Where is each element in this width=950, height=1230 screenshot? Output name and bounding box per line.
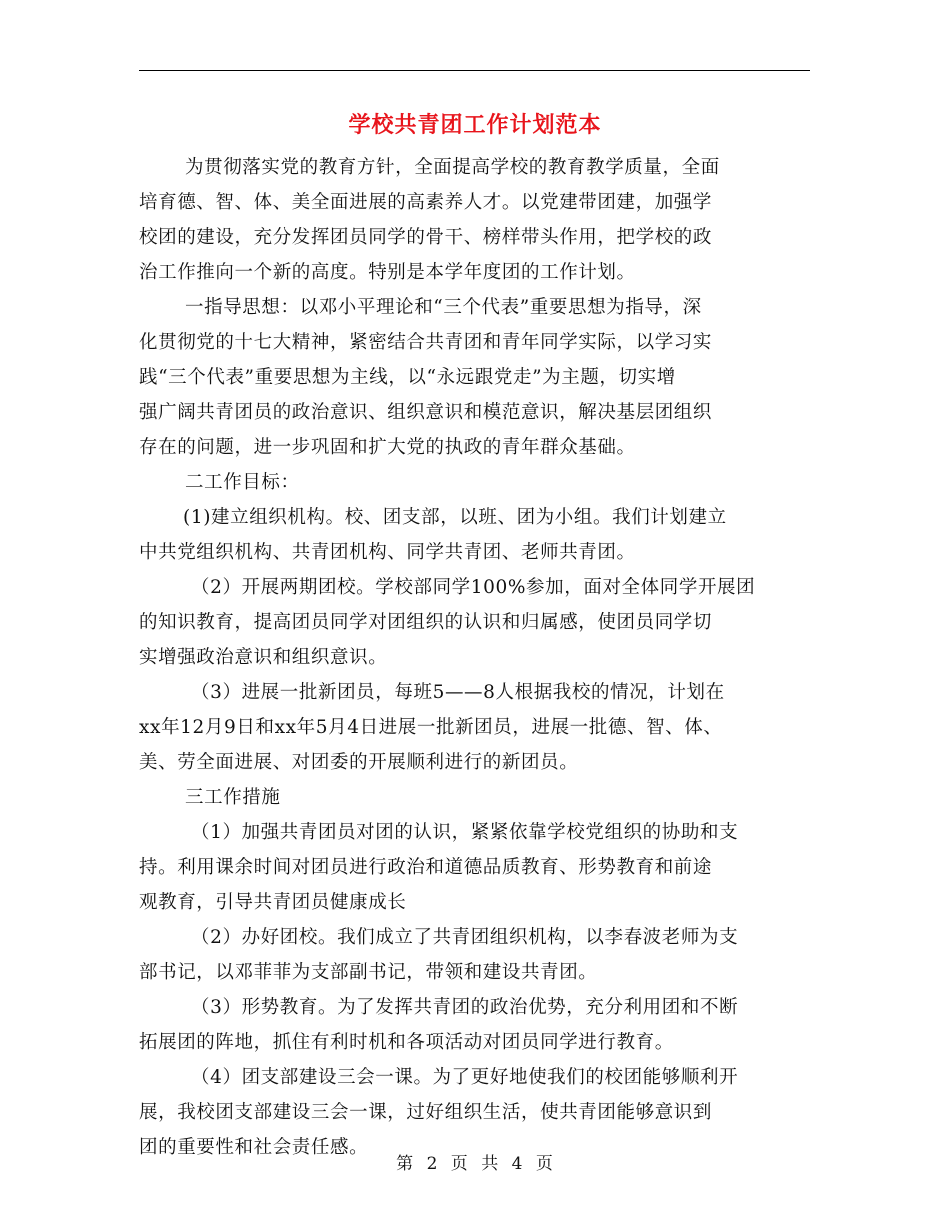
list-item-line: (1)建立组织机构。校、团支部，以班、团为小组。我们计划建立	[183, 507, 727, 528]
paragraph-line: 展，我校团支部建设三会一课，过好组织生活，使共青团能够意识到	[139, 1102, 713, 1123]
list-item-line: （2）开展两期团校。学校部同学100%参加，面对全体同学开展团	[191, 577, 756, 598]
paragraph-line: 存在的问题，进一步巩固和扩大党的执政的青年群众基础。	[139, 437, 636, 458]
document-body	[139, 150, 819, 1165]
section-heading-line: 三工作措施	[185, 787, 281, 808]
paragraph-line: xx年12月9日和xx年5月4日进展一批新团员，进展一批德、智、体、	[139, 717, 723, 738]
page-number-footer: 第 2 页 共 4 页	[396, 1154, 554, 1174]
paragraph-line: 强广阔共青团员的政治意识、组织意识和模范意识，解决基层团组织	[139, 402, 713, 423]
header-rule	[139, 70, 810, 71]
paragraph-line: 中共党组织机构、共青团机构、同学共青团、老师共青团。	[139, 542, 636, 563]
list-item-line: （3）形势教育。为了发挥共青团的政治优势，充分利用团和不断	[191, 997, 739, 1018]
paragraph-line: 持。利用课余时间对团员进行政治和道德品质教育、形势教育和前途	[139, 857, 713, 878]
paragraph-line: 践“三个代表”重要思想为主线，以“永远跟党走”为主题，切实增	[139, 367, 676, 388]
section-heading-line: 二工作目标：	[185, 472, 300, 493]
paragraph-line: 的知识教育，提高团员同学对团组织的认识和归属感，使团员同学切	[139, 612, 713, 633]
paragraph-line: 校团的建设，充分发挥团员同学的骨干、榜样带头作用，把学校的政	[139, 227, 713, 248]
paragraph-line: 治工作推向一个新的高度。特别是本学年度团的工作计划。	[139, 262, 636, 283]
paragraph-line: 美、劳全面进展、对团委的开展顺利进行的新团员。	[139, 752, 579, 773]
paragraph-line: 观教育，引导共青团员健康成长	[139, 892, 407, 913]
paragraph-line: 部书记，以邓菲菲为支部副书记，带领和建设共青团。	[139, 962, 598, 983]
paragraph-line: 拓展团的阵地，抓住有利时机和各项活动对团员同学进行教育。	[139, 1032, 674, 1053]
paragraph-line: 培育德、智、体、美全面进展的高素养人才。以党建带团建，加强学	[139, 192, 713, 213]
list-item-line: （2）办好团校。我们成立了共青团组织机构，以李春波老师为支	[191, 927, 739, 948]
document-title: 学校共青团工作计划范本	[348, 112, 602, 138]
list-item-line: （4）团支部建设三会一课。为了更好地使我们的校团能够顺利开	[191, 1067, 739, 1088]
paragraph-line: 化贯彻党的十七大精神，紧密结合共青团和青年同学实际，以学习实	[139, 332, 713, 353]
list-item-line: （3）进展一批新团员，每班5——8人根据我校的情况，计划在	[191, 682, 725, 703]
paragraph-line: 为贯彻落实党的教育方针，全面提高学校的教育教学质量，全面	[185, 157, 720, 178]
list-item-line: （1）加强共青团员对团的认识，紧紧依靠学校党组织的协助和支	[191, 822, 739, 843]
paragraph-line: 团的重要性和社会责任感。	[139, 1137, 369, 1158]
section-heading-line: 一指导思想：以邓小平理论和“三个代表”重要思想为指导，深	[185, 297, 702, 318]
paragraph-line: 实增强政治意识和组织意识。	[139, 647, 388, 668]
